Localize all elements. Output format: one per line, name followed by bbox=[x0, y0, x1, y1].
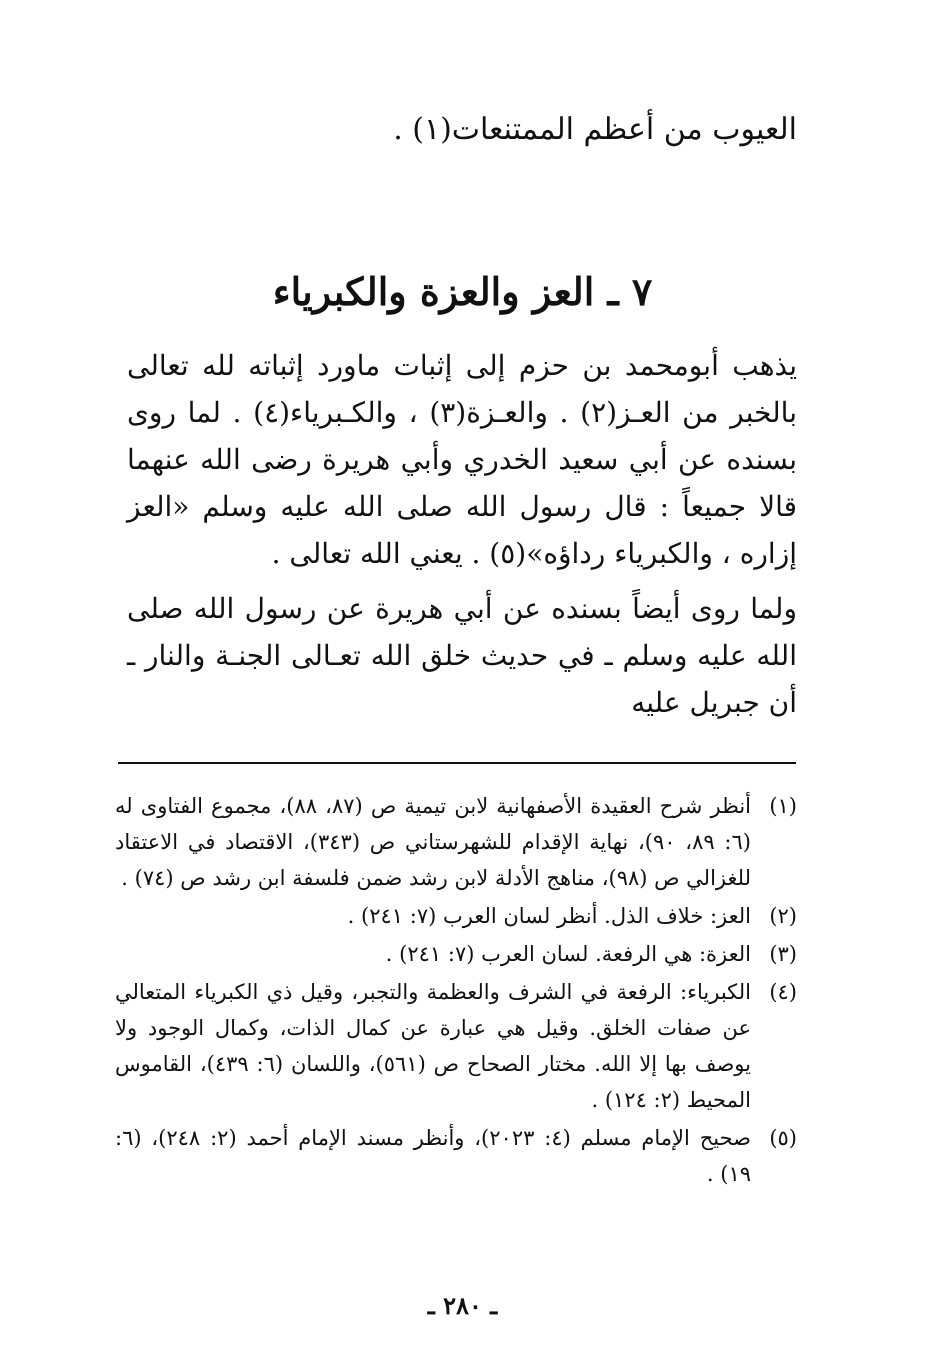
section-heading: ٧ ـ العز والعزة والكبرياء bbox=[272, 269, 653, 314]
page-number: ـ ٢٨٠ ـ bbox=[427, 1291, 498, 1320]
footnote-5 bbox=[115, 1120, 797, 1192]
continued-text-line: العيوب من أعظم الممتنعات(١) . bbox=[393, 112, 797, 147]
footnote-1 bbox=[115, 788, 797, 896]
footnote-text: الكبرياء: الرفعة في الشرف والعظمة والتجبر، وقيل ذي الكبرياء المتعالي عن صفات الخلق. وقيل هي عبارة عن كمال الذات، وكمال الوجود ولا يوصف بها إلا الله. مختار الصحاح ص (٥٦١)، واللسان (٦: ٤٣٩)، القاموس المحيط (٢: ١٢٤) . bbox=[115, 980, 751, 1112]
footnote-4 bbox=[115, 974, 797, 1118]
footnote-separator bbox=[118, 762, 796, 764]
footnote-number: (١) bbox=[769, 794, 797, 818]
footnote-number: (٤) bbox=[769, 980, 797, 1004]
footnote-text: صحيح الإمام مسلم (٤: ٢٠٢٣)، وأنظر مسند الإمام أحمد (٢: ٢٤٨)، (٦: ١٩) . bbox=[115, 1126, 751, 1186]
footnote-text: العزة: هي الرفعة. لسان العرب (٧: ٢٤١) . bbox=[385, 942, 751, 966]
footnote-2 bbox=[115, 898, 797, 934]
footnote-number: (٢) bbox=[769, 904, 797, 928]
footnote-text: أنظر شرح العقيدة الأصفهانية لابن تيمية ص (٨٧، ٨٨)، مجموع الفتاوى له (٦: ٨٩، ٩٠)، نهاية الإقدام للشهرستاني ص (٣٤٣)، الاقتصاد في الاعتقاد للغزالي ص (٩٨)، مناهج الأدلة لابن رشد ضمن فلسفة ابن رشد ص (٧٤) . bbox=[115, 794, 752, 890]
footnote-text: العز: خلاف الذل. أنظر لسان العرب (٧: ٢٤١) . bbox=[347, 904, 751, 928]
footnote-number: (٣) bbox=[769, 942, 797, 966]
body-paragraph-2: ولما روى أيضاً بسنده عن أبي هريرة عن رسول الله صلى الله عليه وسلم ـ في حديث خلق الله تعـالى الجنـة والنار ـ أن جبريل عليه bbox=[127, 592, 797, 719]
footnotes bbox=[115, 788, 797, 1194]
footnote-3 bbox=[115, 936, 797, 972]
body-paragraph-1: يذهب أبومحمد بن حزم إلى إثبات ماورد إثباته لله تعالى بالخبر من العـز(٢) . والعـزة(٣) ، والكـبرياء(٤) . لما روى بسنده عن أبي سعيد الخدري وأبي هريرة رضى الله عنهما قالا جميعاً : قال رسول الله صلى الله عليه وسلم «العز إزاره ، والكبرياء رداؤه»(٥) . يعني الله تعالى . bbox=[127, 349, 797, 570]
footnote-number: (٥) bbox=[769, 1126, 797, 1150]
main-body bbox=[127, 342, 797, 734]
